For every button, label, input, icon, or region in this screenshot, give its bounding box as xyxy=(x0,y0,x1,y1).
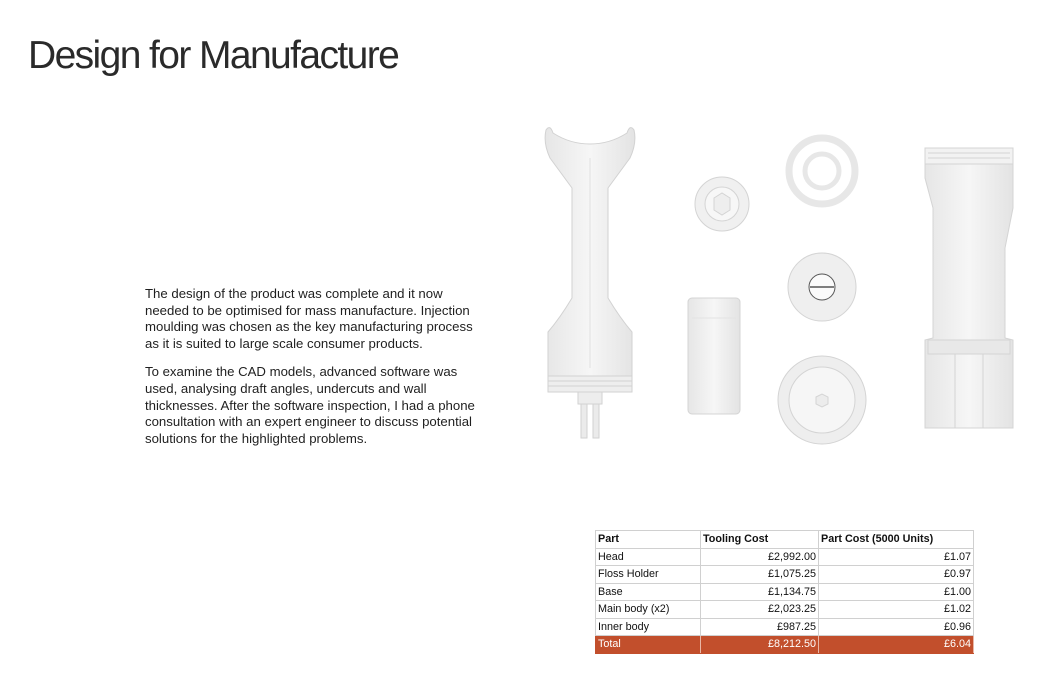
total-tooling: £8,212.50 xyxy=(701,636,819,654)
paragraph-intro: The design of the product was complete and it now needed to be optimised for mass manufacture. Injection moulding was chosen as the key manufacturing process as it is suited to large scale consumer products. xyxy=(145,286,473,351)
cell-unit: £1.02 xyxy=(819,601,974,619)
cell-unit: £0.96 xyxy=(819,618,974,636)
cell-tooling: £1,075.25 xyxy=(701,566,819,584)
total-label: Total xyxy=(596,636,701,654)
page-title: Design for Manufacture xyxy=(28,34,399,77)
header-part-cost: Part Cost (5000 Units) xyxy=(819,531,974,549)
small-cap-part xyxy=(695,177,749,231)
cost-table xyxy=(595,530,974,654)
cell-part: Inner body xyxy=(596,618,701,636)
floss-holder-part xyxy=(688,298,740,414)
button-part xyxy=(788,253,856,321)
header-part: Part xyxy=(596,531,701,549)
body-text xyxy=(145,286,490,459)
inner-body-part xyxy=(925,148,1013,428)
cell-tooling: £2,992.00 xyxy=(701,548,819,566)
cell-part: Main body (x2) xyxy=(596,601,701,619)
cell-part: Head xyxy=(596,548,701,566)
table-total-row xyxy=(596,636,974,654)
dial-base-part xyxy=(778,356,866,444)
table-header-row xyxy=(596,531,974,549)
cell-part: Base xyxy=(596,583,701,601)
cad-parts-illustration xyxy=(530,118,1030,453)
table-row xyxy=(596,583,974,601)
cell-unit: £1.00 xyxy=(819,583,974,601)
table-row xyxy=(596,618,974,636)
header-tooling-cost: Tooling Cost xyxy=(701,531,819,549)
cell-unit: £0.97 xyxy=(819,566,974,584)
cell-tooling: £2,023.25 xyxy=(701,601,819,619)
table-row xyxy=(596,566,974,584)
table-row xyxy=(596,601,974,619)
cell-unit: £1.07 xyxy=(819,548,974,566)
cell-tooling: £987.25 xyxy=(701,618,819,636)
total-unit: £6.04 xyxy=(819,636,974,654)
cell-part: Floss Holder xyxy=(596,566,701,584)
clip-ring-part xyxy=(789,138,855,204)
cell-tooling: £1,134.75 xyxy=(701,583,819,601)
main-body-part xyxy=(545,128,635,438)
paragraph-analysis: To examine the CAD models, advanced software was used, analysing draft angles, undercuts and wall thicknesses. After the software inspection, I had a phone consultation with an expert engineer to discuss potential solutions for the highlighted problems. xyxy=(145,364,475,446)
table-row xyxy=(596,548,974,566)
